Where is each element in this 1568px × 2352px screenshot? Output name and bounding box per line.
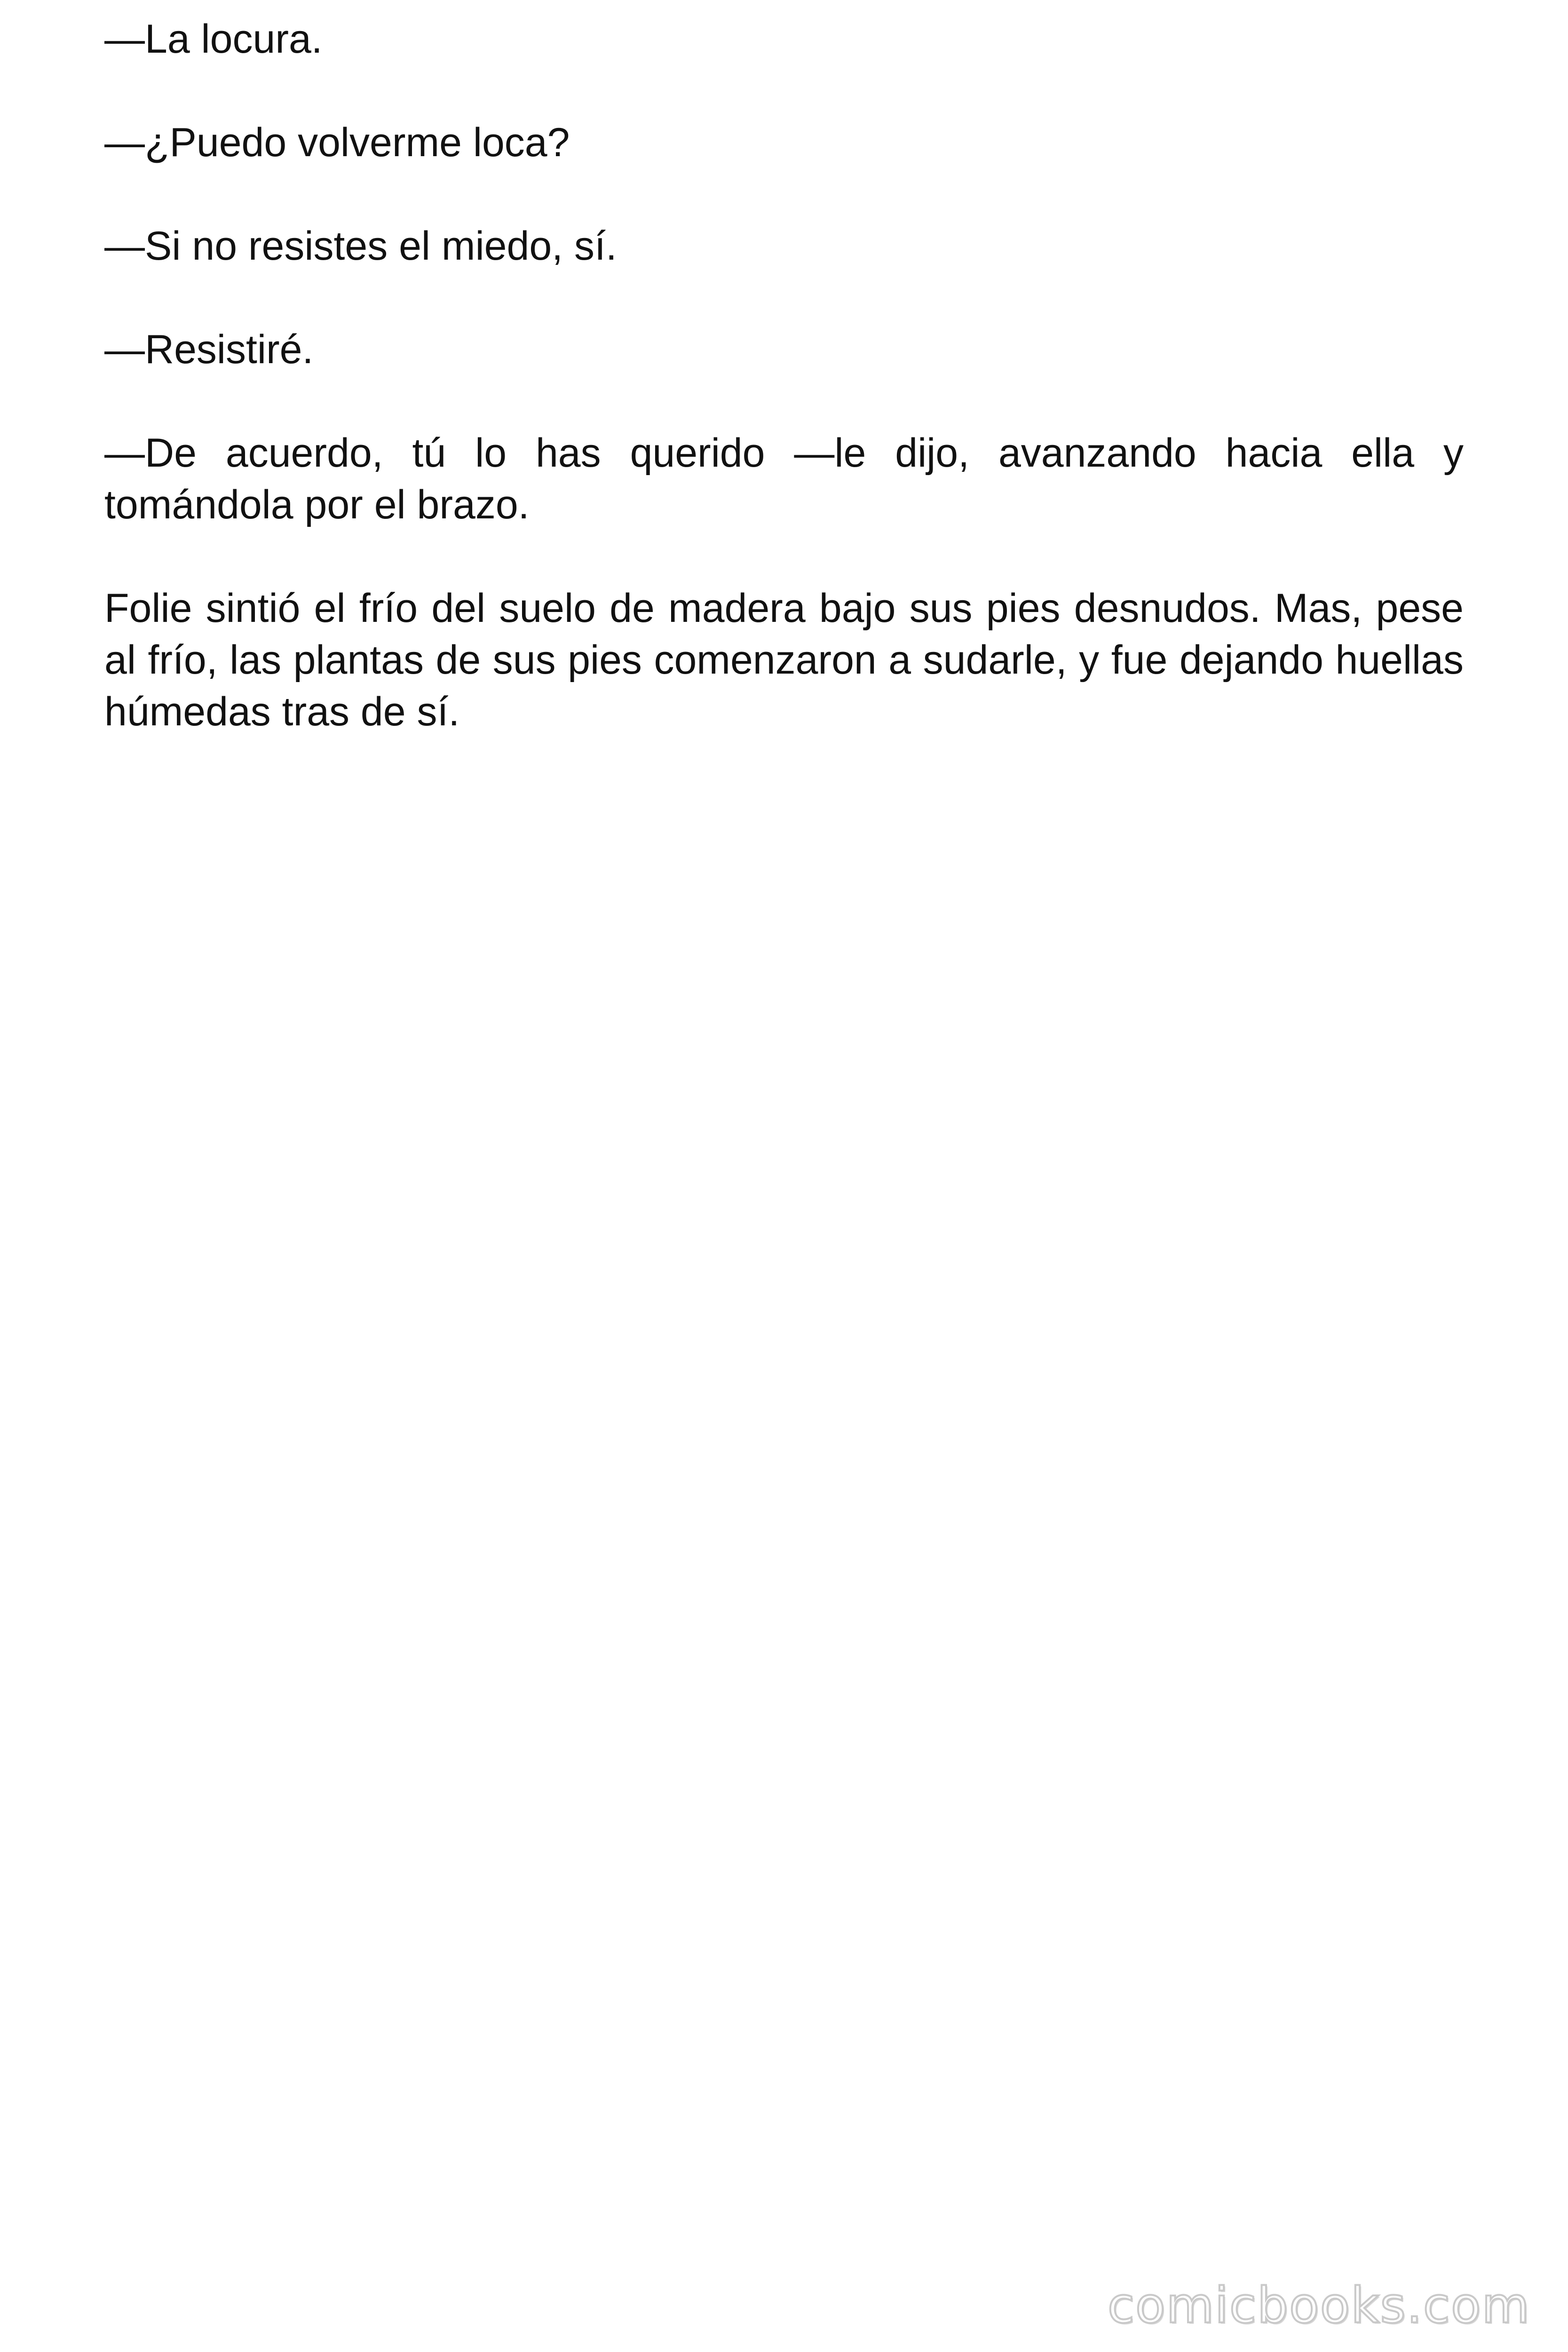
paragraph-2: —¿Puedo volverme loca? xyxy=(104,120,570,165)
watermark: comicbooks.com xyxy=(1107,2277,1530,2334)
paragraph-4: —Resistiré. xyxy=(104,327,314,372)
paragraph-1: —La locura. xyxy=(104,16,323,62)
body-text xyxy=(104,13,1464,789)
paragraph-5: —De acuerdo, tú lo has querido —le dijo, avanzando hacia ella y tomándola por el brazo. xyxy=(104,430,1464,527)
paragraph-3: —Si no resistes el miedo, sí. xyxy=(104,223,617,269)
paragraph-6: Folie sintió el frío del suelo de madera bajo sus pies desnudos. Mas, pese al frío, las plantas de sus pies comenzaron a sudarle, y fue dejando huellas húmedas tras de sí. xyxy=(104,586,1464,734)
